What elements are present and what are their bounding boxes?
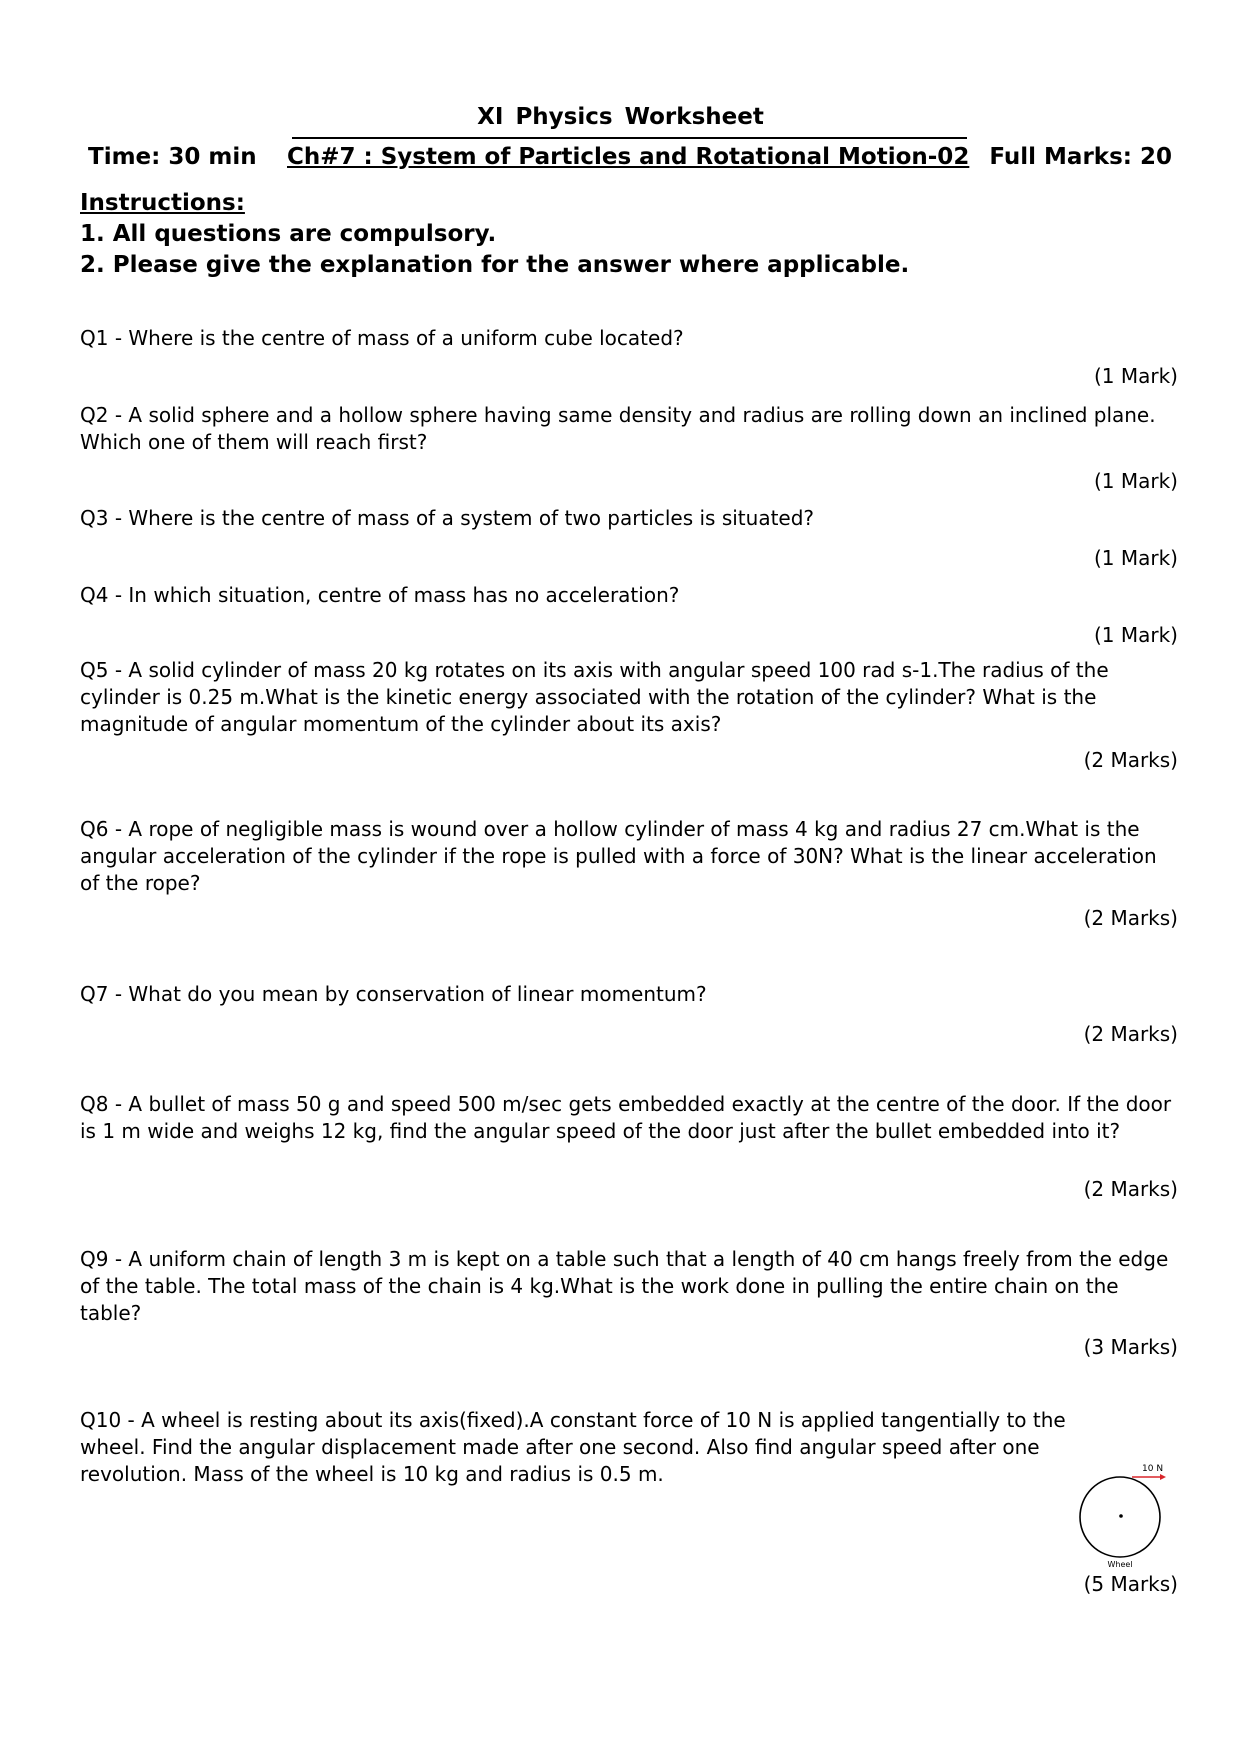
question-9-marks: (3 Marks) [1083,1335,1178,1359]
instruction-item: 1. All questions are compulsory. [80,221,497,247]
question-6-marks: (2 Marks) [1083,906,1178,930]
question-1-marks: (1 Mark) [1093,364,1178,388]
question-10-marks: (5 Marks) [1083,1572,1178,1596]
question-7-text: Q7 - What do you mean by conservation of linear momentum? [80,982,707,1006]
question-5-text: Q5 - A solid cylinder of mass 20 kg rotates on its axis with angular speed 100 rad s-1.The radius of the cylinder is 0.25 m.What is the kinetic energy associated with the rotation of the cylinder? What is the magnitude of angular momentum of the cylinder about its axis? [80,658,1109,736]
force-label: 10 N [1142,1464,1164,1474]
question-7-marks: (2 Marks) [1083,1022,1178,1046]
question-6-text: Q6 - A rope of negligible mass is wound over a hollow cylinder of mass 4 kg and radius 27 cm.What is the angular acceleration of the cylinder if the rope is pulled with a force of 30N? What is the linear acceleration of the rope? [80,817,1157,895]
wheel-label: Wheel [1107,1560,1133,1569]
force-arrowhead [1160,1474,1166,1480]
worksheet-title: XI Physics Worksheet [477,104,764,130]
question-5-marks: (2 Marks) [1083,748,1178,772]
question-10-text: Q10 - A wheel is resting about its axis(fixed).A constant force of 10 N is applied tangentially to the wheel. Find the angular displacement made after one second. Also find angular speed after one revolution. Mass of the wheel is 10 kg and radius is 0.5 m. [80,1408,1066,1486]
question-2-text: Q2 - A solid sphere and a hollow sphere having same density and radius are rolling down an inclined plane. Which one of them will reach first? [80,403,1156,454]
question-2-marks: (1 Mark) [1093,469,1178,493]
instruction-item: 2. Please give the explanation for the answer where applicable. [80,252,910,278]
question-9-text: Q9 - A uniform chain of length 3 m is kept on a table such that a length of 40 cm hangs freely from the edge of the table. The total mass of the chain is 4 kg.What is the work done in pulling the entire chain on the table? [80,1247,1169,1325]
title-underline [292,137,967,139]
question-8-text: Q8 - A bullet of mass 50 g and speed 500 m/sec gets embedded exactly at the centre of the door. If the door is 1 m wide and weighs 12 kg, find the angular speed of the door just after the bullet embedded into it? [80,1092,1172,1143]
chapter-title: Ch#7 : System of Particles and Rotational Motion-02 [287,144,970,170]
time-label: Time: 30 min [88,144,257,170]
question-3-text: Q3 - Where is the centre of mass of a system of two particles is situated? [80,506,815,530]
question-1-text: Q1 - Where is the centre of mass of a uniform cube located? [80,326,684,350]
question-8-marks: (2 Marks) [1083,1177,1178,1201]
question-4-marks: (1 Mark) [1093,623,1178,647]
wheel-axis-dot [1119,1514,1123,1518]
full-marks-label: Full Marks: 20 [989,144,1172,170]
question-3-marks: (1 Mark) [1093,546,1178,570]
wheel-figure [1070,1455,1170,1575]
question-4-text: Q4 - In which situation, centre of mass has no acceleration? [80,583,680,607]
instructions-heading: Instructions: [80,190,245,216]
